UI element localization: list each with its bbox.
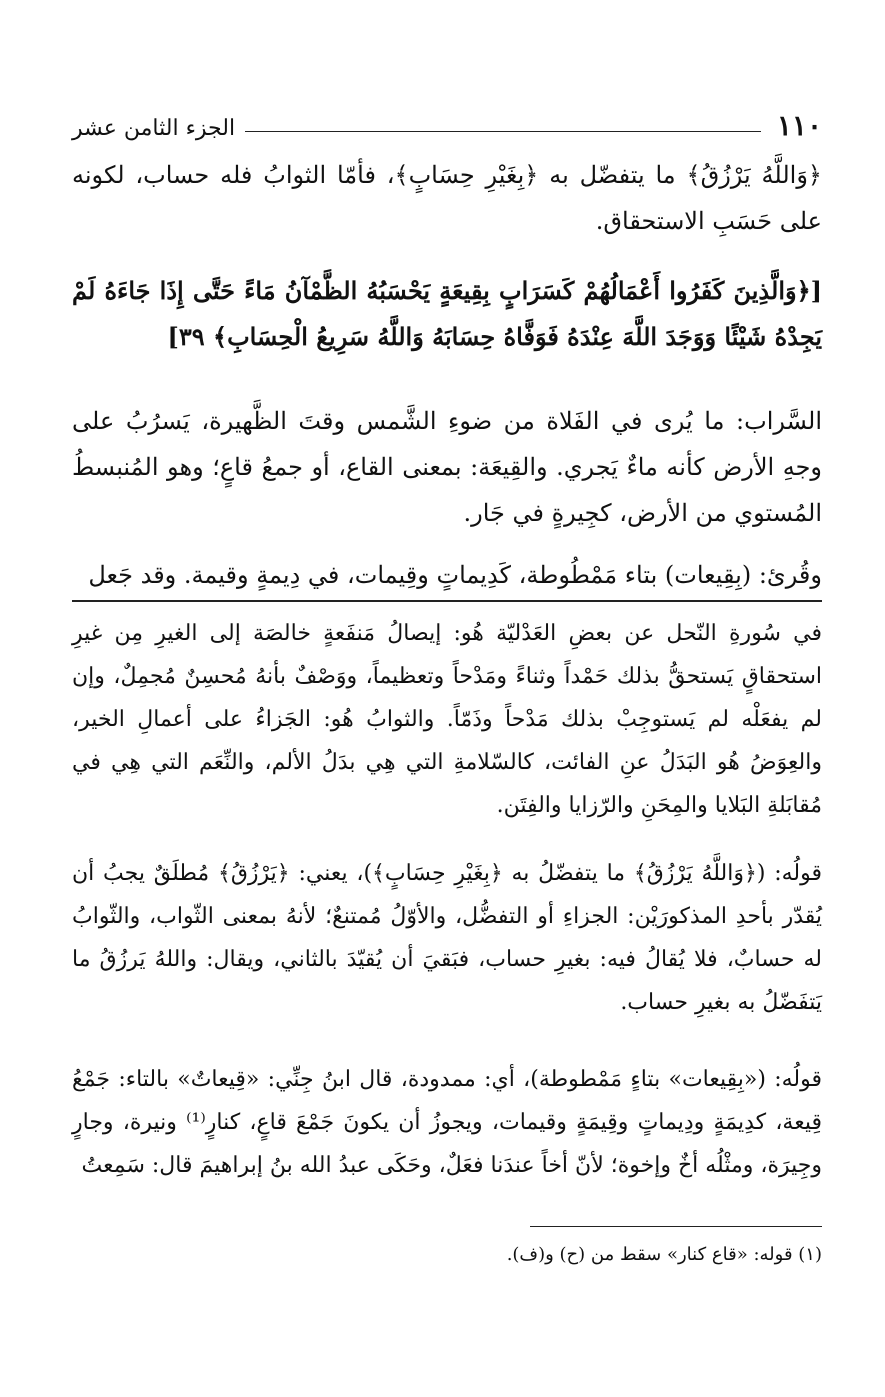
footnote: (١) قوله: «قاع كنار» سقط من (ح) و(ف). bbox=[506, 1244, 822, 1265]
hashiya-text-2 bbox=[72, 852, 822, 1024]
hashiya-paragraph: في سُورةِ النّحل عن بعضِ العَدْليّة هُو: إيصالُ مَنفَعةٍ خالصَة إلى الغيرِ مِن غيرِ استحقاقٍ يَستحقُّ بذلك حَمْداً وثناءً ومَدْحاً وتعظيماً، ووَصْفٌ بأنهُ مُحسِنٌ مُجمِلٌ، وإن لم يفعَلْه لم يَستوجِبْ بذلك مَدْحاً وذَمّاً. والثوابُ هُو: الجَزاءُ على أعمالِ الخير، والعِوَضُ هُو البَدَلُ عنِ الفائت، كالسّلامةِ التي هِي بدَلُ الألم، والنِّعَم التي هِي في مُقابَلةِ البَلايا والمِحَنِ والرّزايا والفِتَن. bbox=[72, 621, 822, 818]
commentary-text-3 bbox=[72, 552, 822, 598]
commentary-paragraph: ﴿وَاللَّهُ يَرْزُقُ﴾ ما يتفضّل به ﴿بِغَيْرِ حِسَابٍ﴾، فأمّا الثوابُ فله حساب، لكونه على حَسَبِ الاستحقاق. bbox=[72, 161, 822, 235]
page-header bbox=[72, 100, 822, 140]
commentary-text bbox=[72, 152, 822, 244]
hashiya-paragraph: قولُه: (﴿وَاللَّهُ يَرْزُقُ﴾ ما يتفضّلُ به ﴿بِغَيْرِ حِسَابٍ﴾)، يعني: ﴿يَرْزُقُ﴾ مُطلَقٌ يجبُ أن يُقدّر بأحدِ المذكورَيْن: الجزاءِ أو التفضُّل، والأوّلُ مُمتنعٌ؛ لأنهُ بمعنى الثّواب، والثّوابُ له حسابٌ، فلا يُقالُ فيه: بغيرِ حساب، فبَقيَ أن يُقيّدَ بالثاني، ويقال: واللهُ يَرزُقُ ما يَتفَضّلُ به بغيرِ حساب. bbox=[72, 861, 822, 1015]
commentary-paragraph: وقُرئ: (بِقِيعات) بتاء مَمْطُوطة، كَدِيماتٍ وقِيمات، في دِيمةٍ وقيمة. وقد جَعل bbox=[88, 561, 822, 589]
quran-verse: [﴿وَالَّذِينَ كَفَرُوا أَعْمَالُهُمْ كَسَرَابٍ بِقِيعَةٍ يَحْسَبُهُ الظَّمْآنُ مَاءً حَتَّى إِذَا جَاءَهُ لَمْ يَجِدْهُ شَيْئًا وَوَجَدَ اللَّهَ عِنْدَهُ فَوَفَّاهُ حِسَابَهُ وَاللَّهُ سَرِيعُ الْحِسَابِ﴾ ٣٩] bbox=[72, 276, 822, 351]
header-rule bbox=[245, 131, 761, 132]
hashiya-text bbox=[72, 612, 822, 827]
commentary-text-2 bbox=[72, 398, 822, 536]
page-number: ١١٠ bbox=[776, 109, 822, 142]
commentary-paragraph: السَّراب: ما يُرى في الفَلاة من ضوءِ الشَّمس وقتَ الظَّهيرة، يَسرُبُ على وجهِ الأرض كأنه ماءٌ يَجري. والقِيعَة: بمعنى القاع، أو جمعُ قاعٍ؛ وهو المُنبسطُ المُستوي من الأرض، كجِيرةٍ في جَار. bbox=[72, 407, 822, 527]
part-title: الجزء الثامن عشر bbox=[72, 116, 236, 141]
section-divider bbox=[72, 600, 822, 602]
hashiya-paragraph: قولُه: («بِقِيعات» بتاءٍ مَمْطوطة)، أي: ممدودة، قال ابنُ جِنِّي: «قِيعاتٌ» بالتاء: جَمْعُ قِيعة، كدِيمَةٍ ودِيماتٍ وقِيمَةٍ وقيمات، ويجوزُ أن يكونَ جَمْعَ قاعٍ، كنارٍ⁽¹⁾ ونيرة، وجارٍ وجِيرَة، ومثْلُه أخٌ وإخوة؛ لأنّ أخاً عندَنا فعَلٌ، وحَكَى عبدُ الله بنُ إبراهيمَ قال: سَمِعتُ bbox=[72, 1067, 823, 1178]
footnote-rule bbox=[530, 1226, 822, 1227]
commentary-verse-block bbox=[72, 268, 822, 360]
hashiya-text-3 bbox=[72, 1058, 822, 1187]
